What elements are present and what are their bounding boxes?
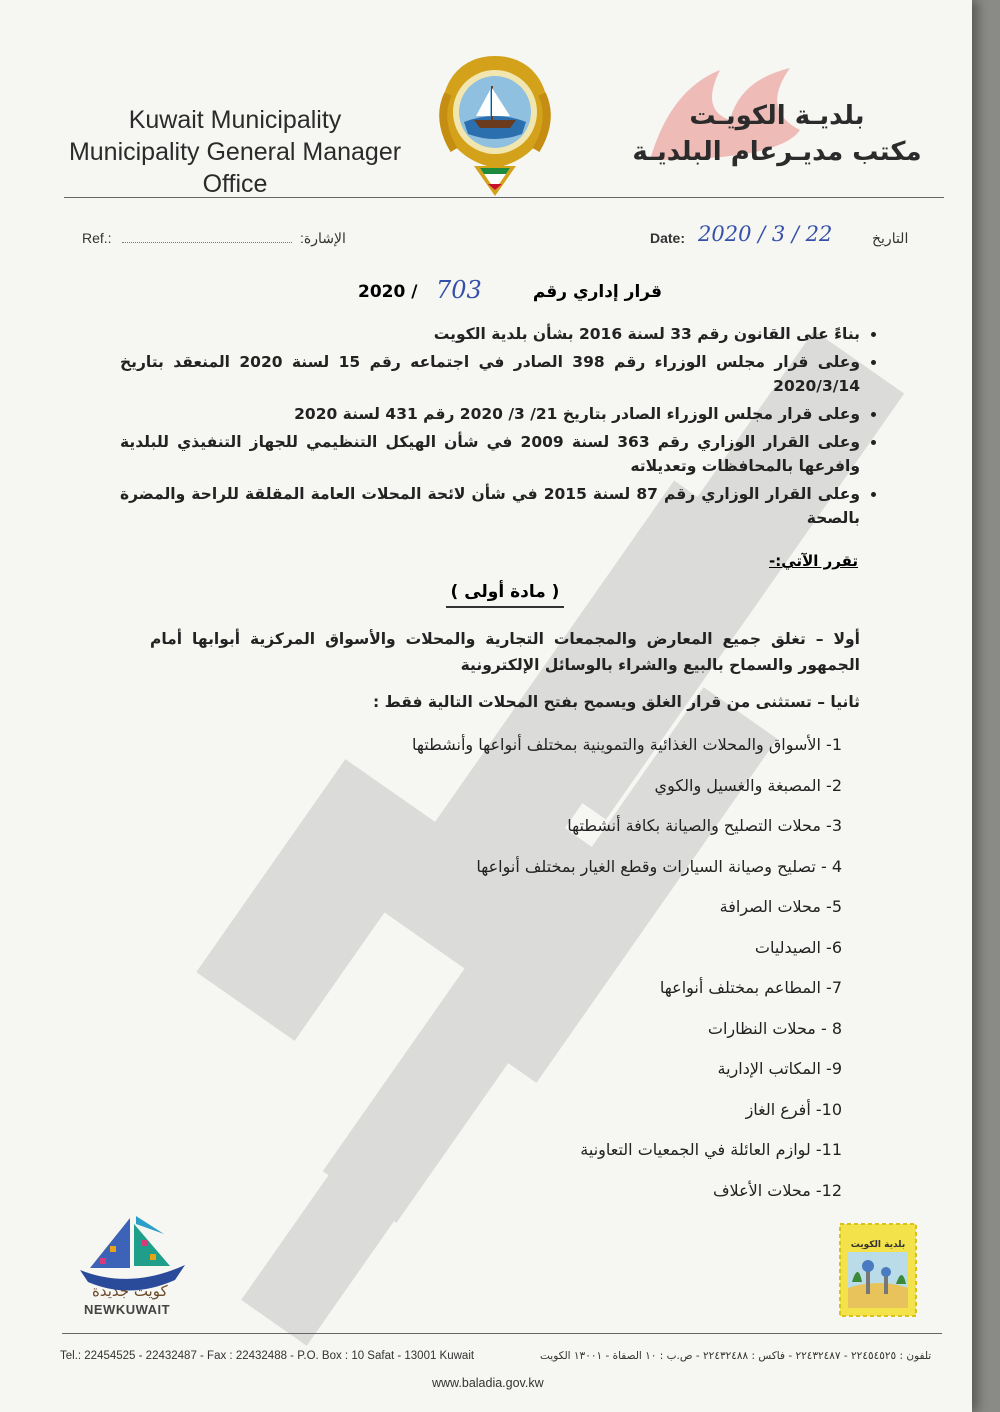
preamble-list bbox=[120, 322, 884, 534]
ref-label-ar: الإشارة: bbox=[300, 230, 346, 246]
clause-first: أولا – تغلق جميع المعارض والمجمعات التجارية والمحلات والأسواق المركزية أبوابها أمام الجمهور والسماح بالبيع والشراء بالوسائل الإلكترونية bbox=[150, 630, 860, 674]
preamble-item: • وعلى القرار الوزاري رقم 363 لسنة 2009 في شأن الهيكل التنظيمي للجهاز التنفيذي للبلدية وافرعها بالمحافظات وتعديلاته bbox=[120, 430, 860, 478]
decision-number: 703 bbox=[436, 276, 482, 304]
article-underline bbox=[446, 606, 564, 608]
exception-item: 6- الصيدليات bbox=[754, 937, 842, 957]
decision-year: 2020 / bbox=[358, 282, 418, 302]
header-en-line1: Kuwait Municipality bbox=[128, 106, 342, 134]
stamp-text: بلدية الكويت bbox=[850, 1240, 906, 1250]
exception-item: 8 - محلات النظارات bbox=[707, 1018, 842, 1038]
kuwait-emblem-icon bbox=[434, 50, 556, 200]
exception-item: 7- المطاعم بمختلف أنواعها bbox=[659, 978, 842, 997]
footer-contact-en: Tel.: 22454525 - 22432487 - Fax : 22432488 - P.O. Box : 10 Safat - 13001 Kuwait bbox=[60, 1350, 475, 1362]
exception-item: 3- محلات التصليح والصيانة بكافة أنشطتها bbox=[567, 816, 842, 835]
header-arabic bbox=[612, 98, 942, 170]
ref-label: Ref.: bbox=[82, 230, 112, 246]
exception-item: 1- الأسواق والمحلات الغذائية والتموينية بمختلف أنواعها وأنشطتها bbox=[412, 735, 842, 754]
exception-item: 12- محلات الأعلاف bbox=[712, 1180, 842, 1200]
clause-second: ثانيا – تستثنى من قرار الغلق ويسمح بفتح المحلات التالية فقط : bbox=[373, 693, 860, 711]
preamble-item: • بناءً على القانون رقم 33 لسنة 2016 بشأن بلدية الكويت bbox=[120, 322, 860, 346]
footer-contact-ar: تلفون : ٢٢٤٥٤٥٢٥ - ٢٢٤٣٢٤٨٧ - فاكس : ٢٢٤٣٢٤٨٨ - ص.ب : ١٠ الصفاة - ١٣٠٠١ الكويت bbox=[540, 1350, 932, 1362]
newkuwait-en: NEWKUWAIT bbox=[84, 1302, 171, 1317]
preamble-item: • وعلى القرار الوزاري رقم 87 لسنة 2015 في شأن لائحة المحلات العامة المقلقة للراحة والمضرة بالصحة bbox=[120, 482, 860, 530]
header-ar-line2: مكتب مديـرعام البلديـة bbox=[632, 137, 922, 167]
preamble-item: • وعلى قرار مجلس الوزراء الصادر بتاريخ 21/ 3/ 2020 رقم 431 لسنة 2020 bbox=[120, 402, 860, 426]
preamble-item: • وعلى قرار مجلس الوزراء رقم 398 الصادر في اجتماعه رقم 15 لسنة 2020 المنعقد بتاريخ 2020/3/14 bbox=[120, 350, 860, 398]
newkuwait-ar: كويت جديدة bbox=[92, 1282, 168, 1300]
date-label: Date: bbox=[650, 230, 686, 246]
header-english bbox=[55, 104, 415, 200]
exception-item: 11- لوازم العائلة في الجمعيات التعاونية bbox=[580, 1140, 842, 1159]
exception-item: 2- المصبغة والغسيل والكوي bbox=[654, 775, 842, 795]
date-label-ar: التاريخ bbox=[872, 230, 909, 246]
exception-item: 9- المكاتب الإدارية bbox=[717, 1059, 842, 1078]
municipality-stamp-icon bbox=[838, 1222, 918, 1318]
exception-item: 4 - تصليح وصيانة السيارات وقطع الغيار بمختلف أنواعها bbox=[476, 856, 842, 876]
ref-dotted-line bbox=[122, 242, 292, 243]
header-ar-line1: بلديـة الكويـت bbox=[689, 101, 865, 131]
footer-divider bbox=[62, 1333, 942, 1334]
date-value: 2020 / 3 / 22 bbox=[698, 222, 833, 246]
footer-website-link[interactable]: www.baladia.gov.kw bbox=[432, 1376, 544, 1390]
decides-heading: تقرر الآتي:- bbox=[769, 552, 858, 570]
article-heading bbox=[440, 582, 570, 602]
exceptions-list bbox=[412, 730, 842, 1216]
header-divider bbox=[64, 197, 944, 198]
header-en-line2: Municipality General Manager Office bbox=[68, 138, 402, 198]
exception-item: 5- محلات الصرافة bbox=[719, 897, 842, 916]
decision-title-text: قرار إداري رقم bbox=[532, 282, 662, 302]
article-title: ( مادة أولى ) bbox=[450, 582, 560, 602]
exception-item: 10- أفرع الغاز bbox=[745, 1099, 842, 1119]
